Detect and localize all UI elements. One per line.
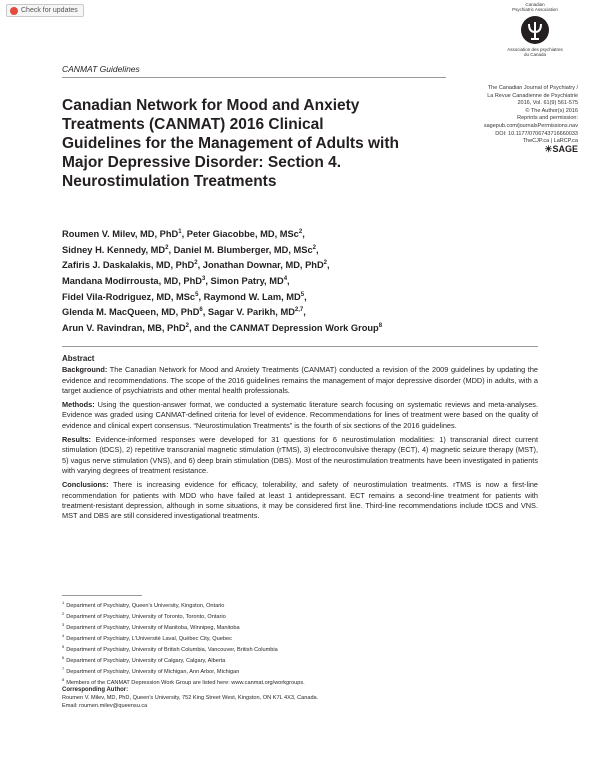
- affiliation-item: [62, 654, 532, 665]
- affiliation-text: Department of Psychiatry, Queen's University, Kingston, Ontario: [66, 602, 225, 609]
- author-separator: ,: [181, 229, 187, 240]
- author-separator: ,: [205, 276, 211, 287]
- seal-line: Association des psychiatres: [507, 46, 563, 52]
- journal-line: La Revue Canadienne de Psychiatrie: [487, 92, 578, 99]
- abstract-methods: [62, 400, 538, 431]
- affiliation-text[interactable]: Members of the CANMAT Depression Work Group are listed here: www.canmat.org/workgroups.: [66, 680, 305, 687]
- author-affiliation-marker: 2: [194, 260, 198, 267]
- header-divider: [62, 77, 446, 78]
- psi-logo-icon: [520, 15, 550, 45]
- affiliation-text: Department of Psychiatry, University of Manitoba, Winnipeg, Manitoba: [66, 624, 240, 631]
- author-name: Sagar V. Parikh, MD: [207, 307, 295, 318]
- seal-line: Psychiatric Association: [512, 7, 558, 13]
- author-separator: ,: [188, 323, 195, 334]
- author-name: Jonathan Downar, MD, PhD: [202, 260, 324, 271]
- author-affiliation-marker: 8: [378, 323, 383, 330]
- publisher-name: SAGE: [552, 143, 578, 154]
- affiliation-text: Department of Psychiatry, University of Michigan, Ann Arbor, Michigan: [66, 669, 240, 676]
- section-label: Methods:: [62, 400, 95, 410]
- affiliation-number: 2: [62, 611, 65, 617]
- author-name: Arun V. Ravindran, MB, PhD: [62, 323, 186, 334]
- affiliation-text: Department of Psychiatry, University of Calgary, Calgary, Alberta: [66, 658, 226, 665]
- journal-line[interactable]: TheCJP.ca | LaRCP.ca: [522, 138, 578, 145]
- affiliation-number: 8: [62, 677, 65, 683]
- corresponding-email[interactable]: Email: roumen.milev@queensu.ca: [62, 703, 148, 710]
- journal-line[interactable]: DOI: 10.1177/0706743716660033: [495, 130, 578, 137]
- corresponding-address: Roumen V. Milev, MD, PhD, Queen's University, 752 King Street West, Kingston, ON K7L 4X3, Canada.: [62, 695, 319, 702]
- footnote-divider: [62, 595, 142, 596]
- affiliation-number: 4: [62, 633, 65, 639]
- author-name: and the CANMAT Depression Work Group: [194, 323, 379, 334]
- author-affiliation-marker: 5: [195, 291, 199, 298]
- abstract-conclusions: [62, 480, 538, 521]
- author-separator: ,: [315, 244, 319, 255]
- journal-line: Reprints and permission:: [517, 115, 578, 122]
- affiliation-item: [62, 599, 532, 610]
- author-name: Glenda M. MacQueen, MD, PhD: [62, 307, 200, 318]
- author-separator: ,: [197, 260, 203, 271]
- author-list: [62, 226, 492, 336]
- author-affiliation-marker: 2,7: [294, 307, 304, 314]
- abstract-heading: Abstract: [62, 354, 95, 363]
- author-affiliation-marker: 4: [283, 276, 288, 283]
- section-label: Results:: [62, 435, 91, 445]
- author-affiliation-marker: 2: [312, 244, 316, 251]
- author-name: Fidel Vila-Rodriguez, MD, MSc: [62, 291, 196, 302]
- author-name: Sidney H. Kennedy, MD: [62, 244, 166, 255]
- abstract-results: [62, 435, 538, 476]
- section-text: The Canadian Network for Mood and Anxiety Treatments (CANMAT) conducted a revision of the 2009 guidelines by updating the evidence and recommendations. The scope of the 2016 guidelines remains the management of major depressive disorder (MDD) in adults, with a target audience of psychiatrists and other mental health professionals.: [62, 365, 538, 395]
- author-affiliation-marker: 1: [178, 229, 182, 235]
- affiliation-number: 7: [62, 666, 65, 672]
- section-text: There is increasing evidence for efficacy, tolerability, and safety of neurostimulation treatments. rTMS is now a first-line recommendation for patients with MDD who have failed at least 1 antidepressant. ECT remains a second-line treatment for patients with treatment-resistant depression, although in some situations, it may be considered first line. Third-line recommendations include tDCS and VNS. MST and DBS are still considered investigational treatments.: [62, 480, 538, 521]
- journal-line: © The Author(s) 2016: [525, 107, 578, 114]
- journal-info: [448, 85, 578, 153]
- affiliation-number: 3: [62, 622, 65, 628]
- affiliation-text: Department of Psychiatry, University of Toronto, Toronto, Ontario: [66, 613, 226, 620]
- author-separator: ,: [287, 276, 290, 287]
- author-affiliation-marker: 2: [298, 229, 303, 235]
- seal-line: du Canada: [523, 52, 547, 58]
- author-affiliation-marker: 2: [323, 260, 328, 267]
- affiliation-number: 6: [62, 655, 65, 661]
- abstract-background: [62, 365, 538, 396]
- journal-line[interactable]: sagepub.com/journalsPermissions.nav: [483, 122, 578, 129]
- author-separator: ,: [327, 260, 330, 271]
- section-label: Conclusions:: [62, 480, 109, 490]
- affiliation-item: [62, 643, 532, 654]
- author-separator: ,: [303, 307, 306, 318]
- author-name: Roumen V. Milev, MD, PhD: [62, 229, 179, 240]
- association-seal: [500, 2, 570, 58]
- abstract: [62, 354, 538, 525]
- publisher-logo: ☀SAGE: [544, 143, 578, 154]
- author-name: Peter Giacobbe, MD, MSc: [186, 229, 299, 240]
- author-affiliation-marker: 5: [300, 291, 305, 298]
- badge-label: Check for updates: [21, 7, 78, 14]
- author-name: Mandana Modirrousta, MD, PhD: [62, 276, 202, 287]
- author-name: Zafiris J. Daskalakis, MD, PhD: [62, 260, 195, 271]
- affiliation-text: Department of Psychiatry, University of British Columbia, Vancouver, British Columbia: [66, 647, 278, 654]
- author-separator: ,: [202, 307, 208, 318]
- author-separator: ,: [302, 229, 305, 240]
- author-affiliation-marker: 6: [199, 307, 203, 314]
- affiliation-item: [62, 621, 532, 632]
- author-affiliation-marker: 3: [201, 276, 206, 283]
- series-label: CANMAT Guidelines: [62, 64, 140, 74]
- abstract-divider: [62, 346, 538, 347]
- author-affiliation-marker: 2: [185, 323, 189, 330]
- corresponding-author: [62, 686, 532, 711]
- affiliation-list: [62, 599, 532, 688]
- author-affiliation-marker: 2: [165, 244, 169, 251]
- journal-line: 2016, Vol. 61(9) 561-575: [517, 100, 578, 107]
- author-name: Simon Patry, MD: [210, 276, 284, 287]
- author-name: Raymond W. Lam, MD: [203, 291, 301, 302]
- affiliation-text: Department of Psychiatry, L'Université Laval, Québec City, Quebec: [66, 636, 232, 643]
- section-text: Using the question-answer format, we conducted a systematic literature search focusing on systematic reviews and meta-analyses. Evidence was graded using CANMAT-defined criteria for level of evidence. Recommendations for lines of treatment were based on the quality of evidence and clinical expert consensus. “Neurostimulation Treatments” is the fourth of six sections of the 2016 guidelines.: [62, 400, 538, 430]
- affiliation-item: [62, 610, 532, 621]
- corresponding-heading: Corresponding Author:: [62, 687, 129, 693]
- update-icon: [10, 7, 18, 15]
- author-name: Daniel M. Blumberger, MD, MSc: [173, 244, 313, 255]
- author-separator: ,: [304, 291, 307, 302]
- section-label: Background:: [62, 365, 108, 375]
- section-text: Evidence-informed responses were developed for 31 questions for 6 neurostimulation modalities: 1) transcranial direct current stimulation (tDCS), 2) repetitive transcranial magnetic stimulation (rTMS), 3) electroconvulsive therapy (ECT), 4) magnetic seizure therapy (MST), 5) vagus nerve stimulation (VNS), and 6) deep brain stimulation (DBS). Most of the neurostimulation treatments have been investigated in patients with varying degrees of treatment resistance.: [62, 435, 538, 475]
- affiliation-number: 1: [62, 600, 65, 605]
- affiliation-number: 5: [62, 644, 65, 650]
- journal-line: The Canadian Journal of Psychiatry /: [487, 85, 578, 91]
- affiliation-item: [62, 665, 532, 676]
- seal-line: Canadian: [525, 2, 545, 7]
- affiliation-item: [62, 632, 532, 643]
- author-separator: ,: [168, 244, 174, 255]
- author-separator: ,: [198, 291, 204, 302]
- check-for-updates-badge[interactable]: [6, 4, 84, 17]
- article-title: Canadian Network for Mood and Anxiety Treatments (CANMAT) 2016 Clinical Guidelines for the Management of Adults with Major Depressive Disorder: Section 4. Neurostimulation Treatments: [62, 97, 399, 190]
